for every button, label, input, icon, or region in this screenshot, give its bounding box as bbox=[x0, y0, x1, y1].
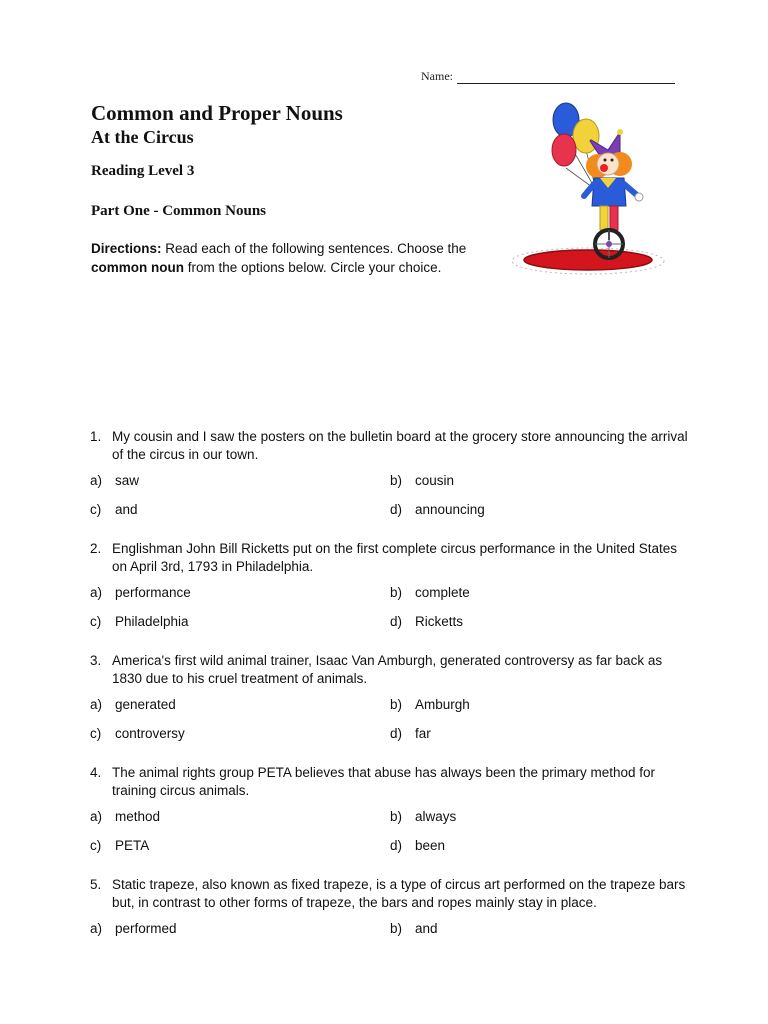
clown-illustration bbox=[508, 98, 668, 278]
question-number: 1. bbox=[90, 429, 102, 444]
option-letter: d) bbox=[390, 614, 403, 629]
question-number: 2. bbox=[90, 541, 102, 556]
option-text: complete bbox=[415, 585, 470, 600]
option-letter: d) bbox=[390, 502, 403, 517]
questions-list bbox=[90, 428, 690, 959]
option-text: Philadelphia bbox=[115, 614, 189, 629]
name-field[interactable] bbox=[421, 69, 675, 84]
reading-level: Reading Level 3 bbox=[91, 163, 195, 179]
question-text: Static trapeze, also known as fixed trapeze, is a type of circus art performed on the trapeze bars but, in contrast to other forms of trapeze, the bars and ropes mainly stay in place. bbox=[112, 877, 686, 910]
question-text: My cousin and I saw the posters on the bulletin board at the grocery store announcing the arrival of the circus in our town. bbox=[112, 429, 688, 462]
question-text: Englishman John Bill Ricketts put on the first complete circus performance in the United States on April 3rd, 1793 in Philadelphia. bbox=[112, 541, 678, 574]
option-text: far bbox=[415, 726, 431, 741]
question-number: 4. bbox=[90, 765, 102, 780]
option-text: been bbox=[415, 838, 446, 853]
question-text: America's first wild animal trainer, Isaac Van Amburgh, generated controversy as far back as 1830 due to his cruel treatment of animals. bbox=[112, 653, 663, 686]
option-text: announcing bbox=[415, 502, 485, 517]
question-5 bbox=[90, 876, 690, 950]
option-a[interactable] bbox=[90, 585, 390, 614]
worksheet-title: Common and Proper Nouns bbox=[91, 101, 343, 125]
option-text: and bbox=[415, 921, 438, 936]
option-letter: a) bbox=[90, 697, 103, 712]
option-c[interactable] bbox=[90, 726, 390, 755]
option-letter: b) bbox=[390, 809, 403, 824]
question-3 bbox=[90, 652, 690, 755]
option-text: generated bbox=[115, 697, 176, 712]
option-letter: a) bbox=[90, 585, 103, 600]
option-text: performed bbox=[115, 921, 177, 936]
option-b[interactable] bbox=[390, 473, 690, 502]
part-heading: Part One - Common Nouns bbox=[91, 203, 266, 219]
question-4 bbox=[90, 764, 690, 867]
option-letter: b) bbox=[390, 921, 403, 936]
option-letter: d) bbox=[390, 838, 403, 853]
option-letter: a) bbox=[90, 473, 103, 488]
option-letter: b) bbox=[390, 585, 403, 600]
directions bbox=[91, 239, 491, 277]
question-text: The animal rights group PETA believes that abuse has always been the primary method for training circus animals. bbox=[112, 765, 656, 798]
option-letter: c) bbox=[90, 726, 102, 741]
option-letter: c) bbox=[90, 838, 102, 853]
option-text: method bbox=[115, 809, 161, 824]
option-text: performance bbox=[115, 585, 191, 600]
option-text: Ricketts bbox=[415, 614, 464, 629]
directions-label: Directions: bbox=[91, 241, 162, 256]
option-c[interactable] bbox=[90, 614, 390, 643]
option-a[interactable] bbox=[90, 921, 390, 950]
option-letter: a) bbox=[90, 921, 103, 936]
option-a[interactable] bbox=[90, 809, 390, 838]
option-text: saw bbox=[115, 473, 140, 488]
option-d[interactable] bbox=[390, 502, 690, 531]
name-label: Name: bbox=[421, 69, 453, 83]
option-a[interactable] bbox=[90, 473, 390, 502]
question-1 bbox=[90, 428, 690, 531]
directions-bold: common noun bbox=[91, 260, 184, 275]
option-b[interactable] bbox=[390, 585, 690, 614]
question-2 bbox=[90, 540, 690, 643]
option-text: controversy bbox=[115, 726, 185, 741]
option-text: always bbox=[415, 809, 457, 824]
option-b[interactable] bbox=[390, 921, 690, 950]
option-b[interactable] bbox=[390, 809, 690, 838]
option-letter: c) bbox=[90, 502, 102, 517]
option-text: PETA bbox=[115, 838, 150, 853]
option-b[interactable] bbox=[390, 697, 690, 726]
option-letter: c) bbox=[90, 614, 102, 629]
question-number: 3. bbox=[90, 653, 102, 668]
option-letter: d) bbox=[390, 726, 403, 741]
option-text: and bbox=[115, 502, 138, 517]
question-number: 5. bbox=[90, 877, 102, 892]
option-a[interactable] bbox=[90, 697, 390, 726]
option-text: Amburgh bbox=[415, 697, 470, 712]
option-letter: b) bbox=[390, 697, 403, 712]
name-blank-line[interactable] bbox=[457, 71, 675, 84]
option-letter: b) bbox=[390, 473, 403, 488]
directions-text-1: Read each of the following sentences. Choose the bbox=[161, 241, 467, 256]
option-d[interactable] bbox=[390, 614, 690, 643]
option-c[interactable] bbox=[90, 838, 390, 867]
option-letter: a) bbox=[90, 809, 103, 824]
directions-text-2: from the options below. Circle your choice. bbox=[184, 260, 442, 275]
option-c[interactable] bbox=[90, 502, 390, 531]
worksheet-subtitle: At the Circus bbox=[91, 127, 194, 147]
option-d[interactable] bbox=[390, 726, 690, 755]
option-text: cousin bbox=[415, 473, 455, 488]
option-d[interactable] bbox=[390, 838, 690, 867]
